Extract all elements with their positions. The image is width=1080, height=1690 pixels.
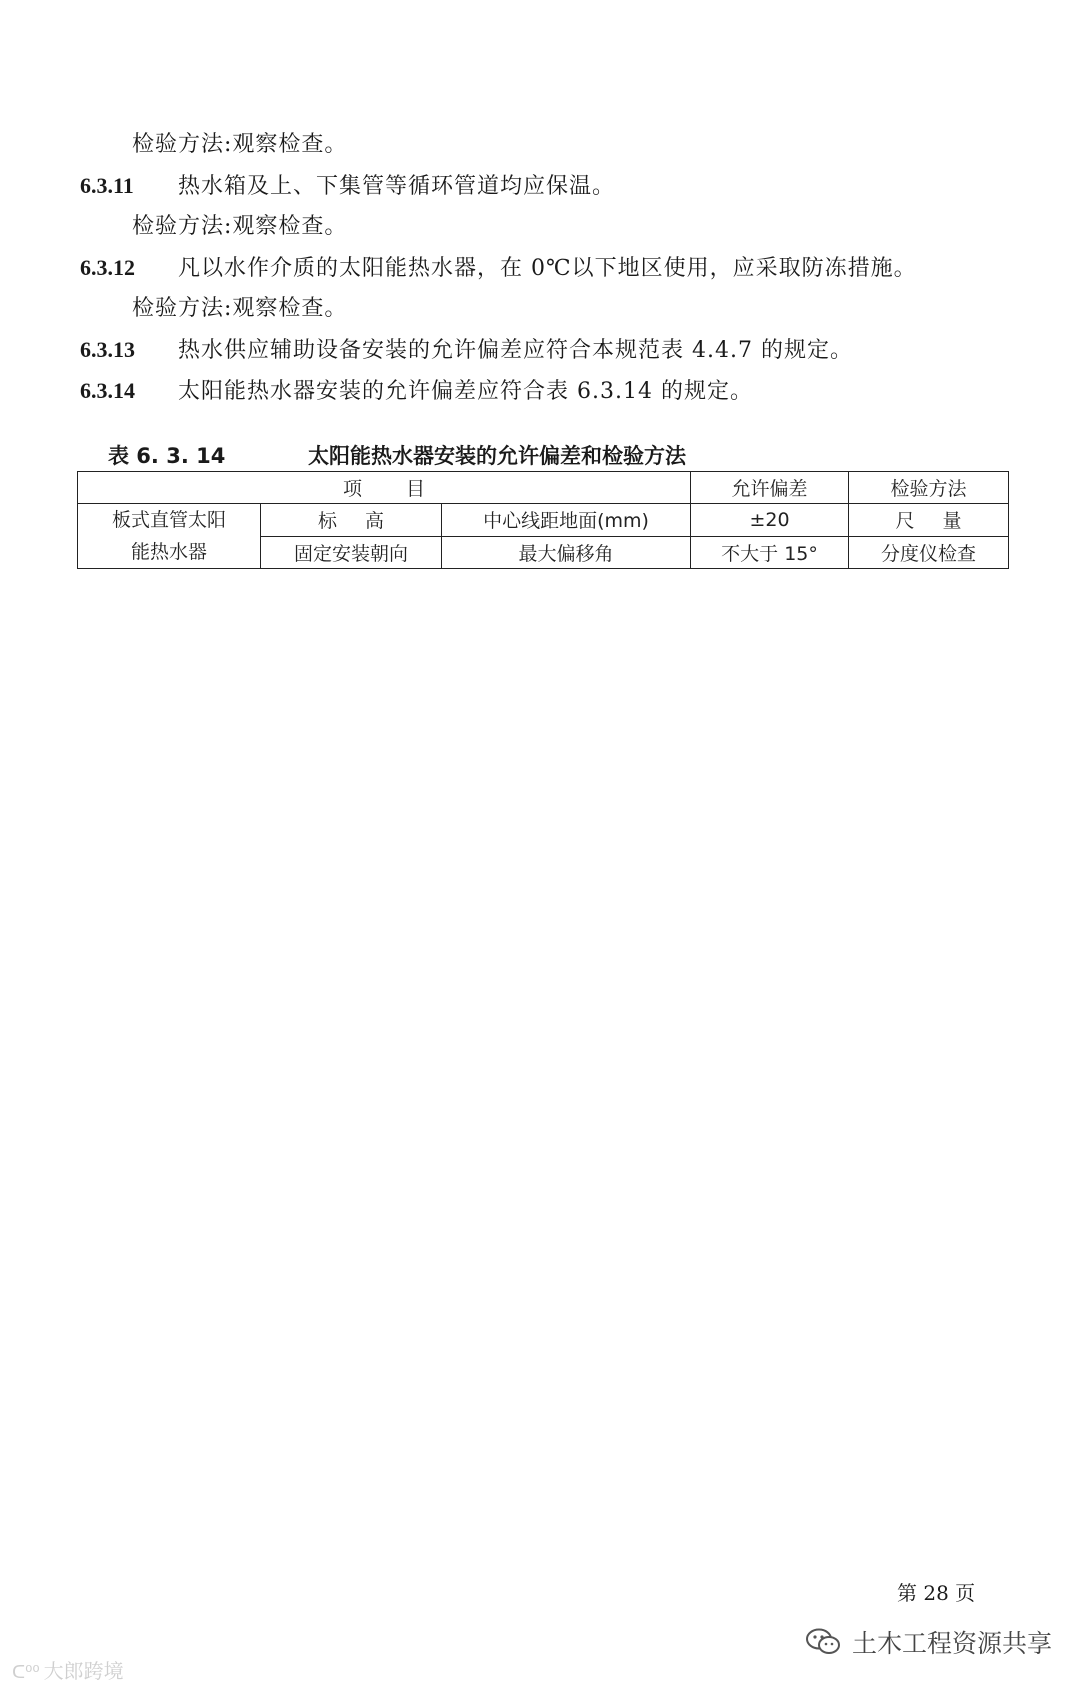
clause-6-3-11: [80, 171, 615, 202]
clause-text: 热水箱及上、下集管等循环管道均应保温。: [178, 174, 616, 199]
row-method-cell: 分度仪检查: [849, 536, 1009, 569]
row-detail-cell: 最大偏移角: [442, 536, 691, 569]
row-tolerance-cell: 不大于 15°: [691, 536, 849, 569]
table-header-row: [78, 472, 1009, 504]
watermark-right-text: 土木工程资源共享: [851, 1629, 1052, 1658]
row-item-cell: 标高: [261, 504, 442, 537]
watermark-left-text: 大郎跨境: [43, 1659, 124, 1683]
table-caption-title: 太阳能热水器安装的允许偏差和检验方法: [308, 444, 686, 468]
clause-text: 太阳能热水器安装的允许偏差应符合表 6.3.14 的规定。: [178, 379, 753, 404]
row-detail-cell: 中心线距地面(mm): [442, 504, 691, 537]
group-label-line-2: 能热水器: [130, 541, 207, 563]
clause-number: 6.3.12: [80, 255, 135, 280]
watermark-right: [806, 1624, 1052, 1660]
watermark-left: [12, 1655, 124, 1684]
clause-6-3-12: [80, 253, 917, 284]
table-row: [78, 504, 1009, 537]
row-item-cell: 固定安装朝向: [261, 536, 442, 569]
wechat-icon: [806, 1628, 840, 1656]
table-caption: [108, 442, 686, 470]
row-tolerance-cell: ±20: [691, 504, 849, 537]
clause-6-3-13: [80, 335, 853, 366]
group-label-cell: [78, 504, 261, 569]
inspection-method-text: 检验方法:观察检查。: [132, 214, 348, 239]
tolerance-table: [77, 471, 1009, 569]
header-tolerance: 允许偏差: [691, 472, 849, 504]
clause-text: 凡以水作介质的太阳能热水器，在 0℃以下地区使用，应采取防冻措施。: [178, 256, 917, 281]
header-item: 项目: [78, 472, 691, 504]
clause-number: 6.3.13: [80, 337, 135, 362]
header-method: 检验方法: [849, 472, 1009, 504]
clause-number: 6.3.11: [80, 173, 134, 198]
row-method-cell: 尺量: [849, 504, 1009, 537]
inspection-method-text: 检验方法:观察检查。: [132, 132, 348, 157]
clause-6-3-14: [80, 376, 753, 407]
brand-logo-icon: ᑕ⁰⁰: [12, 1662, 40, 1683]
inspection-method-text: 检验方法:观察检查。: [132, 296, 348, 321]
clause-number: 6.3.14: [80, 378, 135, 403]
group-label-line-1: 板式直管太阳: [111, 509, 226, 531]
page-number: 第 28 页: [897, 1581, 976, 1605]
table-caption-label: 表 6. 3. 14: [108, 444, 226, 468]
clause-text: 热水供应辅助设备安装的允许偏差应符合本规范表 4.4.7 的规定。: [178, 338, 853, 363]
